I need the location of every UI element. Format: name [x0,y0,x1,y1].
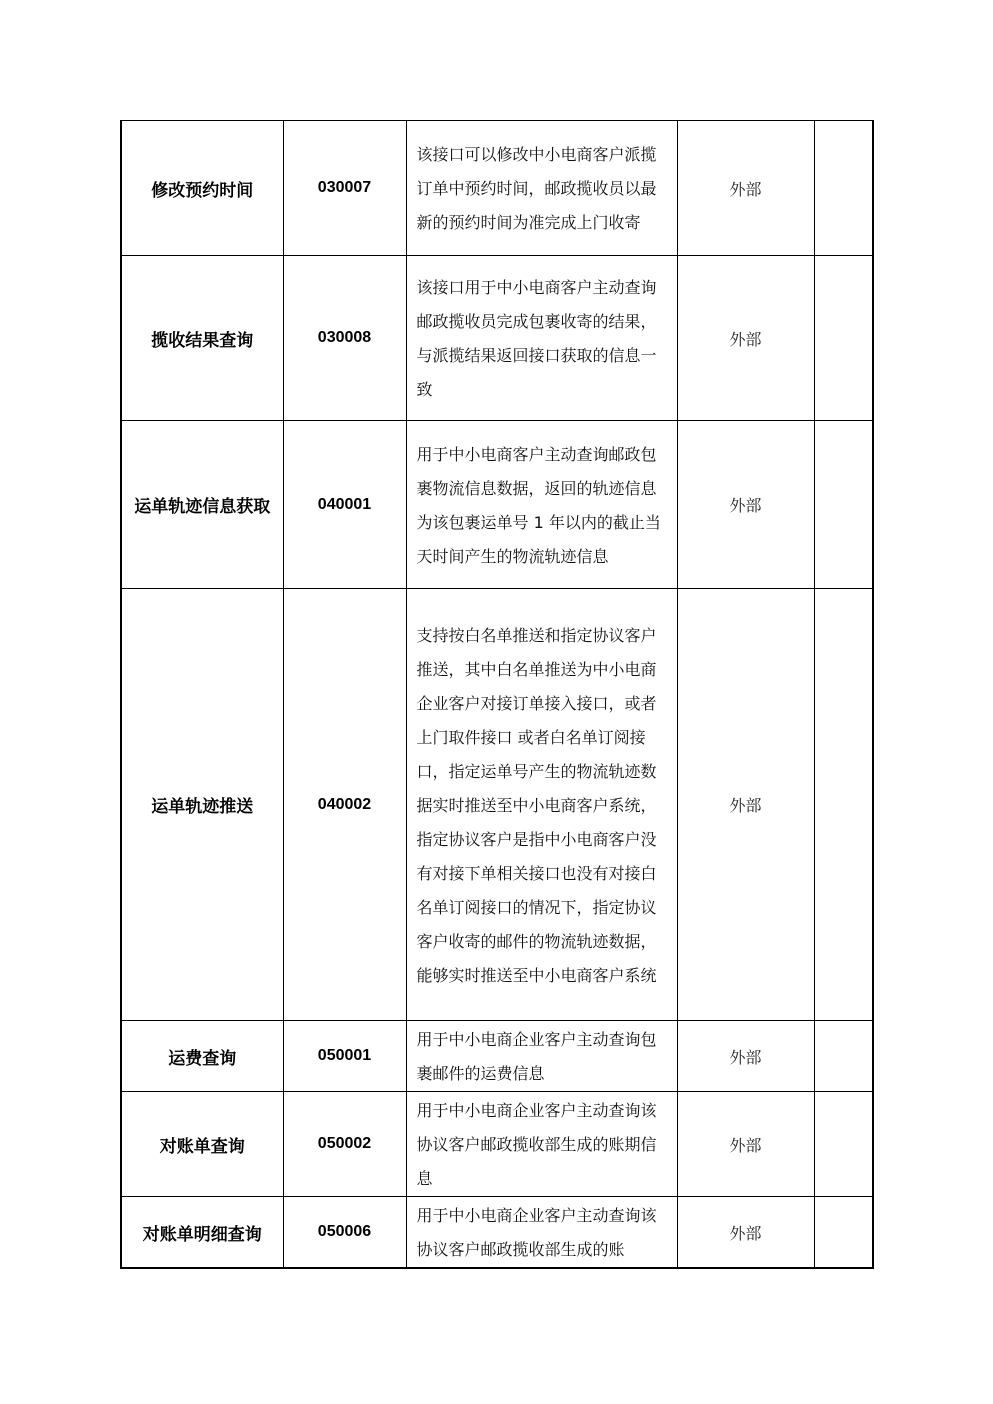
interface-name: 对账单查询 [121,1092,283,1197]
empty-cell [814,1021,873,1092]
empty-cell [814,1197,873,1269]
interface-description: 用于中小电商企业客户主动查询包裹邮件的运费信息 [406,1021,677,1092]
interface-name: 修改预约时间 [121,121,283,256]
interface-table [120,120,874,1269]
interface-scope: 外部 [677,1092,814,1197]
interface-name: 揽收结果查询 [121,256,283,421]
table-row [121,1021,873,1092]
table-row [121,256,873,421]
interface-scope: 外部 [677,1197,814,1269]
table-row [121,1092,873,1197]
interface-code: 040002 [283,589,406,1021]
empty-cell [814,256,873,421]
interface-code: 050001 [283,1021,406,1092]
interface-name: 运费查询 [121,1021,283,1092]
interface-description: 该接口用于中小电商客户主动查询邮政揽收员完成包裹收寄的结果，与派揽结果返回接口获取的信息一致 [406,256,677,421]
table-row [121,1197,873,1269]
interface-description: 用于中小电商企业客户主动查询该协议客户邮政揽收部生成的账 [406,1197,677,1269]
interface-name: 对账单明细查询 [121,1197,283,1269]
interface-code: 040001 [283,421,406,589]
interface-code: 050002 [283,1092,406,1197]
empty-cell [814,421,873,589]
interface-scope: 外部 [677,256,814,421]
interface-scope: 外部 [677,121,814,256]
empty-cell [814,121,873,256]
interface-code: 030007 [283,121,406,256]
interface-scope: 外部 [677,421,814,589]
table-row [121,421,873,589]
empty-cell [814,589,873,1021]
empty-cell [814,1092,873,1197]
interface-description: 用于中小电商企业客户主动查询该协议客户邮政揽收部生成的账期信息 [406,1092,677,1197]
interface-name: 运单轨迹推送 [121,589,283,1021]
interface-name: 运单轨迹信息获取 [121,421,283,589]
interface-description: 支持按白名单推送和指定协议客户推送，其中白名单推送为中小电商企业客户对接订单接入接口，或者上门取件接口 或者白名单订阅接口，指定运单号产生的物流轨迹数据实时推送至中小电商客户系统，指定协议客户是指中小电商客户没有对接下单相关接口也没有对接白名单订阅接口的情况下，指定协议客户收寄的邮件的物流轨迹数据，能够实时推送至中小电商客户系统 [406,589,677,1021]
interface-description: 该接口可以修改中小电商客户派揽订单中预约时间，邮政揽收员以最新的预约时间为准完成上门收寄 [406,121,677,256]
interface-scope: 外部 [677,1021,814,1092]
table-row [121,589,873,1021]
interface-code: 050006 [283,1197,406,1269]
interface-scope: 外部 [677,589,814,1021]
table-row [121,121,873,256]
interface-code: 030008 [283,256,406,421]
interface-description: 用于中小电商客户主动查询邮政包裹物流信息数据，返回的轨迹信息为该包裹运单号 1 年以内的截止当天时间产生的物流轨迹信息 [406,421,677,589]
